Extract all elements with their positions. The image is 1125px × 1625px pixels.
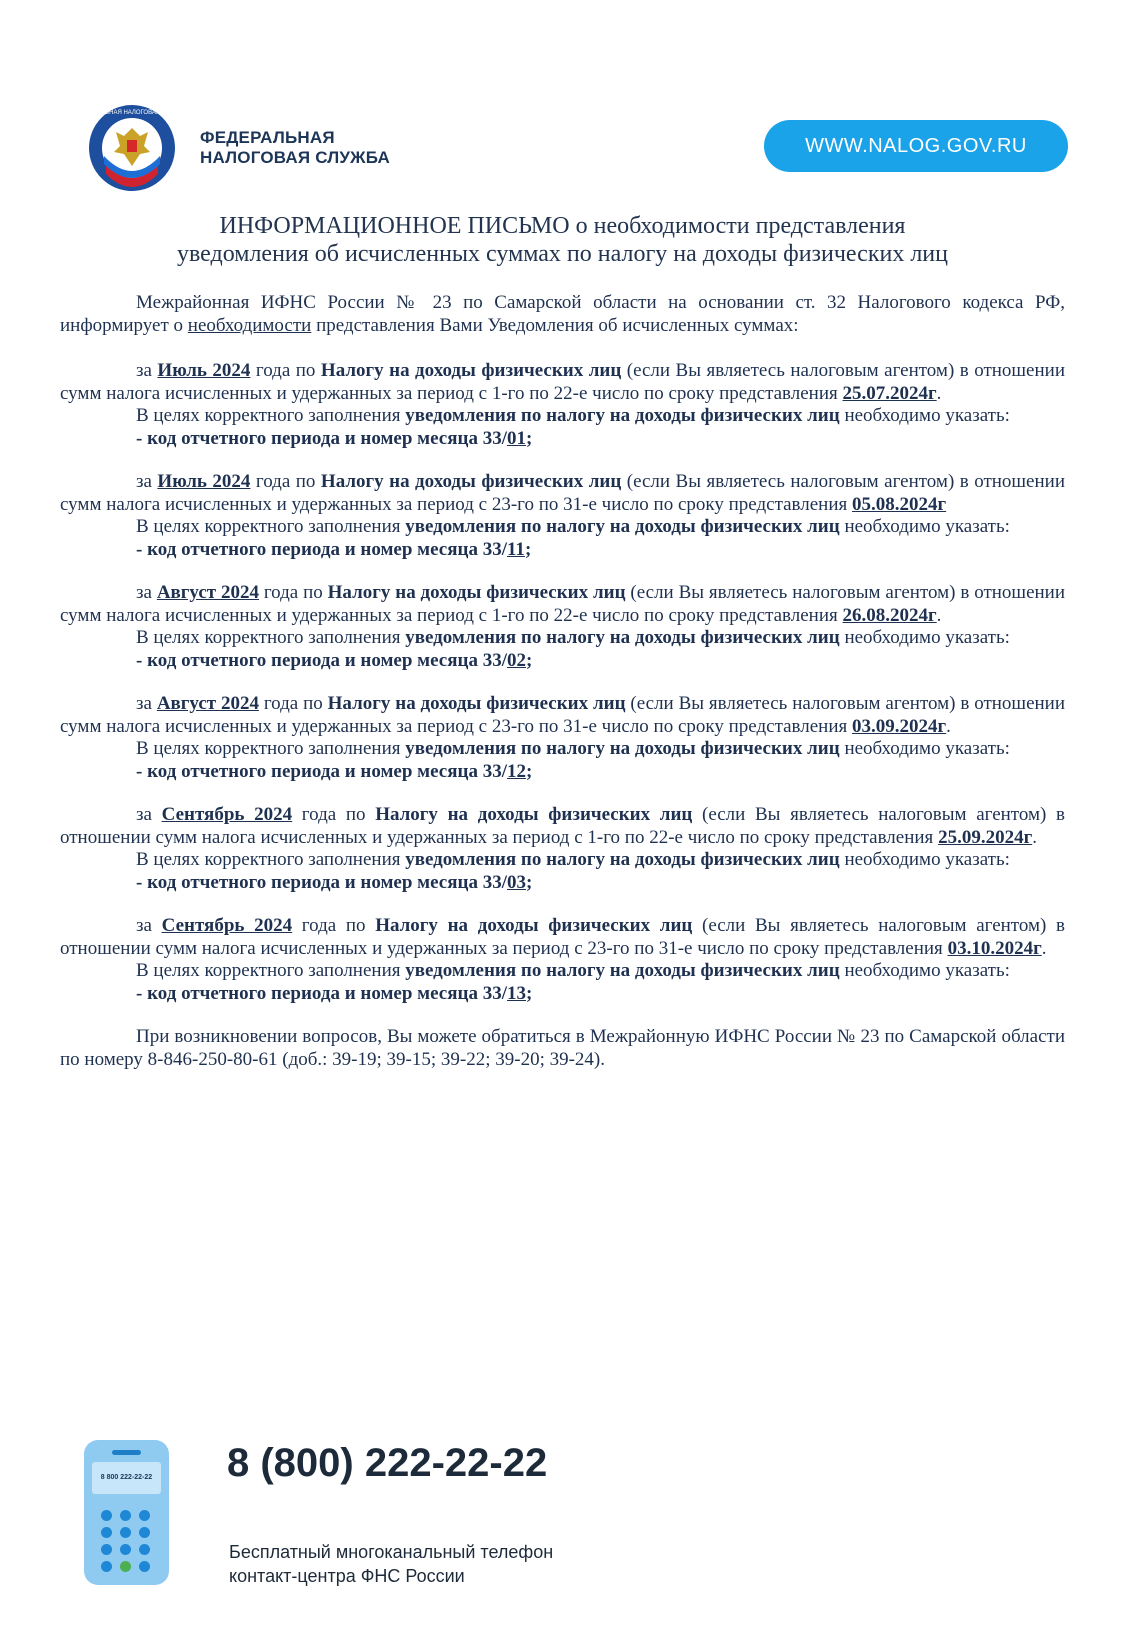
keypad-key-icon — [139, 1561, 150, 1572]
purpose-bold: уведомления по налогу на доходы физических лиц — [405, 738, 840, 759]
za-text: за — [136, 582, 157, 603]
keypad-key-icon — [120, 1527, 131, 1538]
keypad-key-icon — [120, 1510, 131, 1521]
purpose-post: необходимо указать: — [839, 738, 1010, 759]
keypad-key-icon — [101, 1510, 112, 1521]
notice-deadline: 26.08.2024г — [842, 604, 937, 626]
hotline-caption-line2: контакт-центра ФНС России — [229, 1566, 465, 1586]
org-name-line1: ФЕДЕРАЛЬНАЯ — [200, 128, 335, 147]
za-text: за — [136, 915, 162, 936]
notice-purpose — [60, 405, 1065, 428]
letter-body — [60, 292, 1065, 1071]
notice-range: 1-го по 22-е — [587, 826, 683, 848]
org-name-line2: НАЛОГОВАЯ СЛУЖБА — [200, 148, 390, 167]
code-value: 11 — [506, 538, 525, 560]
notice-item — [60, 582, 1065, 693]
purpose-pre: В целях корректного заполнения — [136, 960, 406, 981]
letter-title-line1: ИНФОРМАЦИОННОЕ ПИСЬМО о необходимости представления — [219, 213, 906, 239]
phone-screen: 8 800 222-22-22 — [92, 1462, 161, 1494]
tax-name: Налогу на доходы физических лиц — [327, 582, 626, 603]
intro-underlined: необходимости — [187, 314, 312, 336]
code-label: - код отчетного периода и номер месяца 33/ — [136, 760, 507, 782]
notice-item-text — [60, 471, 1065, 516]
tax-name: Налогу на доходы физических лиц — [375, 804, 693, 825]
notice-item-text — [60, 582, 1065, 627]
notice-deadline: 25.07.2024г — [842, 382, 937, 404]
keypad-key-icon — [101, 1561, 112, 1572]
tax-name: Налогу на доходы физических лиц — [375, 915, 693, 936]
spacer — [60, 450, 1065, 471]
notice-deadline: 03.09.2024г — [852, 715, 947, 737]
code-label: - код отчетного периода и номер месяца 33/ — [136, 871, 507, 893]
year-text: года по — [250, 360, 321, 381]
code-value: 03 — [506, 871, 526, 893]
agent-clause: (если Вы являетесь налоговым агентом) в отношении сумм налога исчисленных и удержанных за период с — [60, 582, 1065, 626]
notice-period: Сентябрь 2024 — [161, 804, 293, 825]
purpose-post: необходимо указать: — [839, 627, 1010, 648]
letter-title-line2: уведомления об исчисленных суммах по налогу на доходы физических лиц — [176, 241, 948, 267]
code-value: 02 — [506, 649, 526, 671]
spacer — [60, 561, 1065, 582]
hotline-caption — [229, 1540, 553, 1588]
deadline-text: число по сроку представления — [587, 382, 843, 404]
notice-code: - код отчетного периода и номер месяца 33/13; — [136, 982, 533, 1004]
spacer — [60, 894, 1065, 915]
notice-period: Сентябрь 2024 — [161, 915, 293, 936]
code-label: - код отчетного периода и номер месяца 33/ — [136, 982, 507, 1004]
logo-ring-text: ФЕДЕРАЛЬНАЯ НАЛОГОВАЯ СЛУЖБА — [76, 110, 188, 116]
za-text: за — [136, 471, 158, 492]
notice-purpose — [60, 516, 1065, 539]
code-value: 12 — [506, 760, 526, 782]
purpose-bold: уведомления по налогу на доходы физических лиц — [405, 405, 840, 426]
purpose-bold: уведомления по налогу на доходы физических лиц — [405, 627, 840, 648]
code-label: - код отчетного периода и номер месяца 33/ — [136, 427, 507, 449]
notice-range: 23-го по 31-е — [491, 493, 597, 515]
closing-paragraph: При возникновении вопросов, Вы можете обратиться в Межрайонную ИФНС России № 23 по Самарской области по номеру 8-846-250-80-61 (доб.: 39-19; 39-15; 39-22; 39-20; 39-24). — [60, 1026, 1065, 1070]
year-text: года по — [258, 582, 328, 603]
hotline-phone-number[interactable]: 8 (800) 222-22-22 — [227, 1441, 548, 1485]
deadline-suffix: . — [936, 382, 942, 404]
purpose-bold: уведомления по налогу на доходы физических лиц — [405, 960, 840, 981]
org-name — [200, 128, 390, 168]
fns-emblem-logo — [76, 102, 188, 194]
year-text: года по — [292, 804, 376, 825]
notice-deadline: 25.09.2024г — [938, 826, 1033, 848]
notice-items — [60, 360, 1065, 1026]
deadline-text: число по сроку представления — [692, 937, 948, 959]
keypad-key-icon — [101, 1544, 112, 1555]
code-label: - код отчетного периода и номер месяца 33/ — [136, 538, 507, 560]
notice-purpose — [60, 738, 1065, 761]
tax-name: Налогу на доходы физических лиц — [320, 360, 622, 381]
keypad-key-icon — [101, 1527, 112, 1538]
code-label: - код отчетного периода и номер месяца 33/ — [136, 649, 507, 671]
notice-purpose — [60, 627, 1065, 650]
purpose-pre: В целях корректного заполнения — [136, 405, 406, 426]
notice-item-text — [60, 915, 1065, 960]
deadline-suffix: . — [1041, 937, 1047, 959]
deadline-text: число по сроку представления — [596, 493, 853, 515]
za-text: за — [136, 693, 157, 714]
deadline-text: число по сроку представления — [682, 826, 939, 848]
year-text: года по — [250, 471, 321, 492]
phone-device-icon — [84, 1440, 169, 1585]
purpose-post: необходимо указать: — [839, 849, 1010, 870]
keypad-key-icon — [120, 1544, 131, 1555]
page-header — [0, 0, 1125, 200]
website-link-button[interactable]: WWW.NALOG.GOV.RU — [764, 120, 1068, 172]
agent-clause: (если Вы являетесь налоговым агентом) в отношении сумм налога исчисленных и удержанных за период с — [60, 693, 1065, 737]
deadline-text: число по сроку представления — [596, 715, 853, 737]
tax-name: Налогу на доходы физических лиц — [327, 693, 626, 714]
spacer — [60, 1005, 1065, 1026]
agent-clause: (если Вы являетесь налоговым агентом) в отношении сумм налога исчисленных и удержанных за период с — [60, 471, 1065, 515]
notice-period: Август 2024 — [156, 582, 259, 603]
year-text: года по — [292, 915, 376, 936]
code-value: 13 — [506, 982, 526, 1004]
spacer — [60, 783, 1065, 804]
notice-range: 23-го по 31-е — [587, 937, 693, 959]
notice-range: 23-го по 31-е — [491, 715, 597, 737]
notice-code: - код отчетного периода и номер месяца 33/02; — [136, 649, 533, 671]
notice-item — [60, 915, 1065, 1026]
notice-item-text — [60, 693, 1065, 738]
spacer — [60, 672, 1065, 693]
notice-period: Июль 2024 — [157, 360, 251, 381]
notice-purpose — [60, 849, 1065, 872]
year-text: года по — [258, 693, 328, 714]
purpose-pre: В целях корректного заполнения — [136, 627, 406, 648]
notice-item — [60, 471, 1065, 582]
agent-clause: (если Вы являетесь налоговым агентом) в отношении сумм налога исчисленных и удержанных за период с — [60, 360, 1065, 404]
purpose-pre: В целях корректного заполнения — [136, 738, 406, 759]
intro-text-end: представления Вами Уведомления об исчисленных суммах: — [311, 314, 799, 336]
keypad-key-icon — [139, 1544, 150, 1555]
notice-item — [60, 693, 1065, 804]
deadline-suffix: . — [946, 715, 951, 737]
keypad-key-icon — [139, 1527, 150, 1538]
agent-clause: (если Вы являетесь налоговым агентом) в отношении сумм налога исчисленных и удержанных за период с — [60, 915, 1065, 959]
code-value: 01 — [506, 427, 526, 449]
purpose-post: необходимо указать: — [839, 405, 1010, 426]
notice-code: - код отчетного периода и номер месяца 33/11; — [136, 538, 532, 560]
spacer — [60, 337, 1065, 360]
purpose-post: необходимо указать: — [839, 516, 1010, 537]
keypad-key-icon — [120, 1561, 131, 1572]
purpose-post: необходимо указать: — [839, 960, 1010, 981]
notice-code: - код отчетного периода и номер месяца 33/03; — [136, 871, 533, 893]
deadline-suffix: . — [1032, 826, 1037, 848]
deadline-text: число по сроку представления — [587, 604, 843, 626]
notice-item-text — [60, 360, 1065, 405]
za-text: за — [136, 804, 162, 825]
notice-range: 1-го по 22-е — [491, 604, 588, 626]
phone-speaker — [112, 1450, 141, 1455]
deadline-suffix: . — [936, 604, 942, 626]
notice-period: Июль 2024 — [157, 471, 251, 492]
hotline-caption-line1: Бесплатный многоканальный телефон — [229, 1542, 554, 1562]
notice-deadline: 03.10.2024г — [947, 937, 1042, 959]
purpose-pre: В целях корректного заполнения — [136, 849, 406, 870]
notice-code: - код отчетного периода и номер месяца 33/12; — [136, 760, 533, 782]
za-text: за — [136, 360, 158, 381]
intro-text: Межрайонная ИФНС России № 23 по Самарской области на основании ст. 32 Налогового кодекса РФ, информирует о — [60, 292, 1065, 336]
keypad-key-icon — [139, 1510, 150, 1521]
purpose-bold: уведомления по налогу на доходы физических лиц — [405, 516, 840, 537]
intro-paragraph — [60, 292, 1065, 337]
notice-item — [60, 360, 1065, 471]
tax-name: Налогу на доходы физических лиц — [320, 471, 622, 492]
notice-period: Август 2024 — [156, 693, 259, 714]
agent-clause: (если Вы являетесь налоговым агентом) в отношении сумм налога исчисленных и удержанных за период с — [60, 804, 1065, 848]
notice-item-text — [60, 804, 1065, 849]
purpose-bold: уведомления по налогу на доходы физических лиц — [405, 849, 840, 870]
notice-code: - код отчетного периода и номер месяца 33/01; — [136, 427, 533, 449]
notice-item — [60, 804, 1065, 915]
notice-range: 1-го по 22-е — [491, 382, 588, 404]
letter-title — [60, 212, 1065, 268]
notice-purpose — [60, 960, 1065, 983]
purpose-pre: В целях корректного заполнения — [136, 516, 406, 537]
notice-deadline: 05.08.2024г — [852, 493, 947, 515]
